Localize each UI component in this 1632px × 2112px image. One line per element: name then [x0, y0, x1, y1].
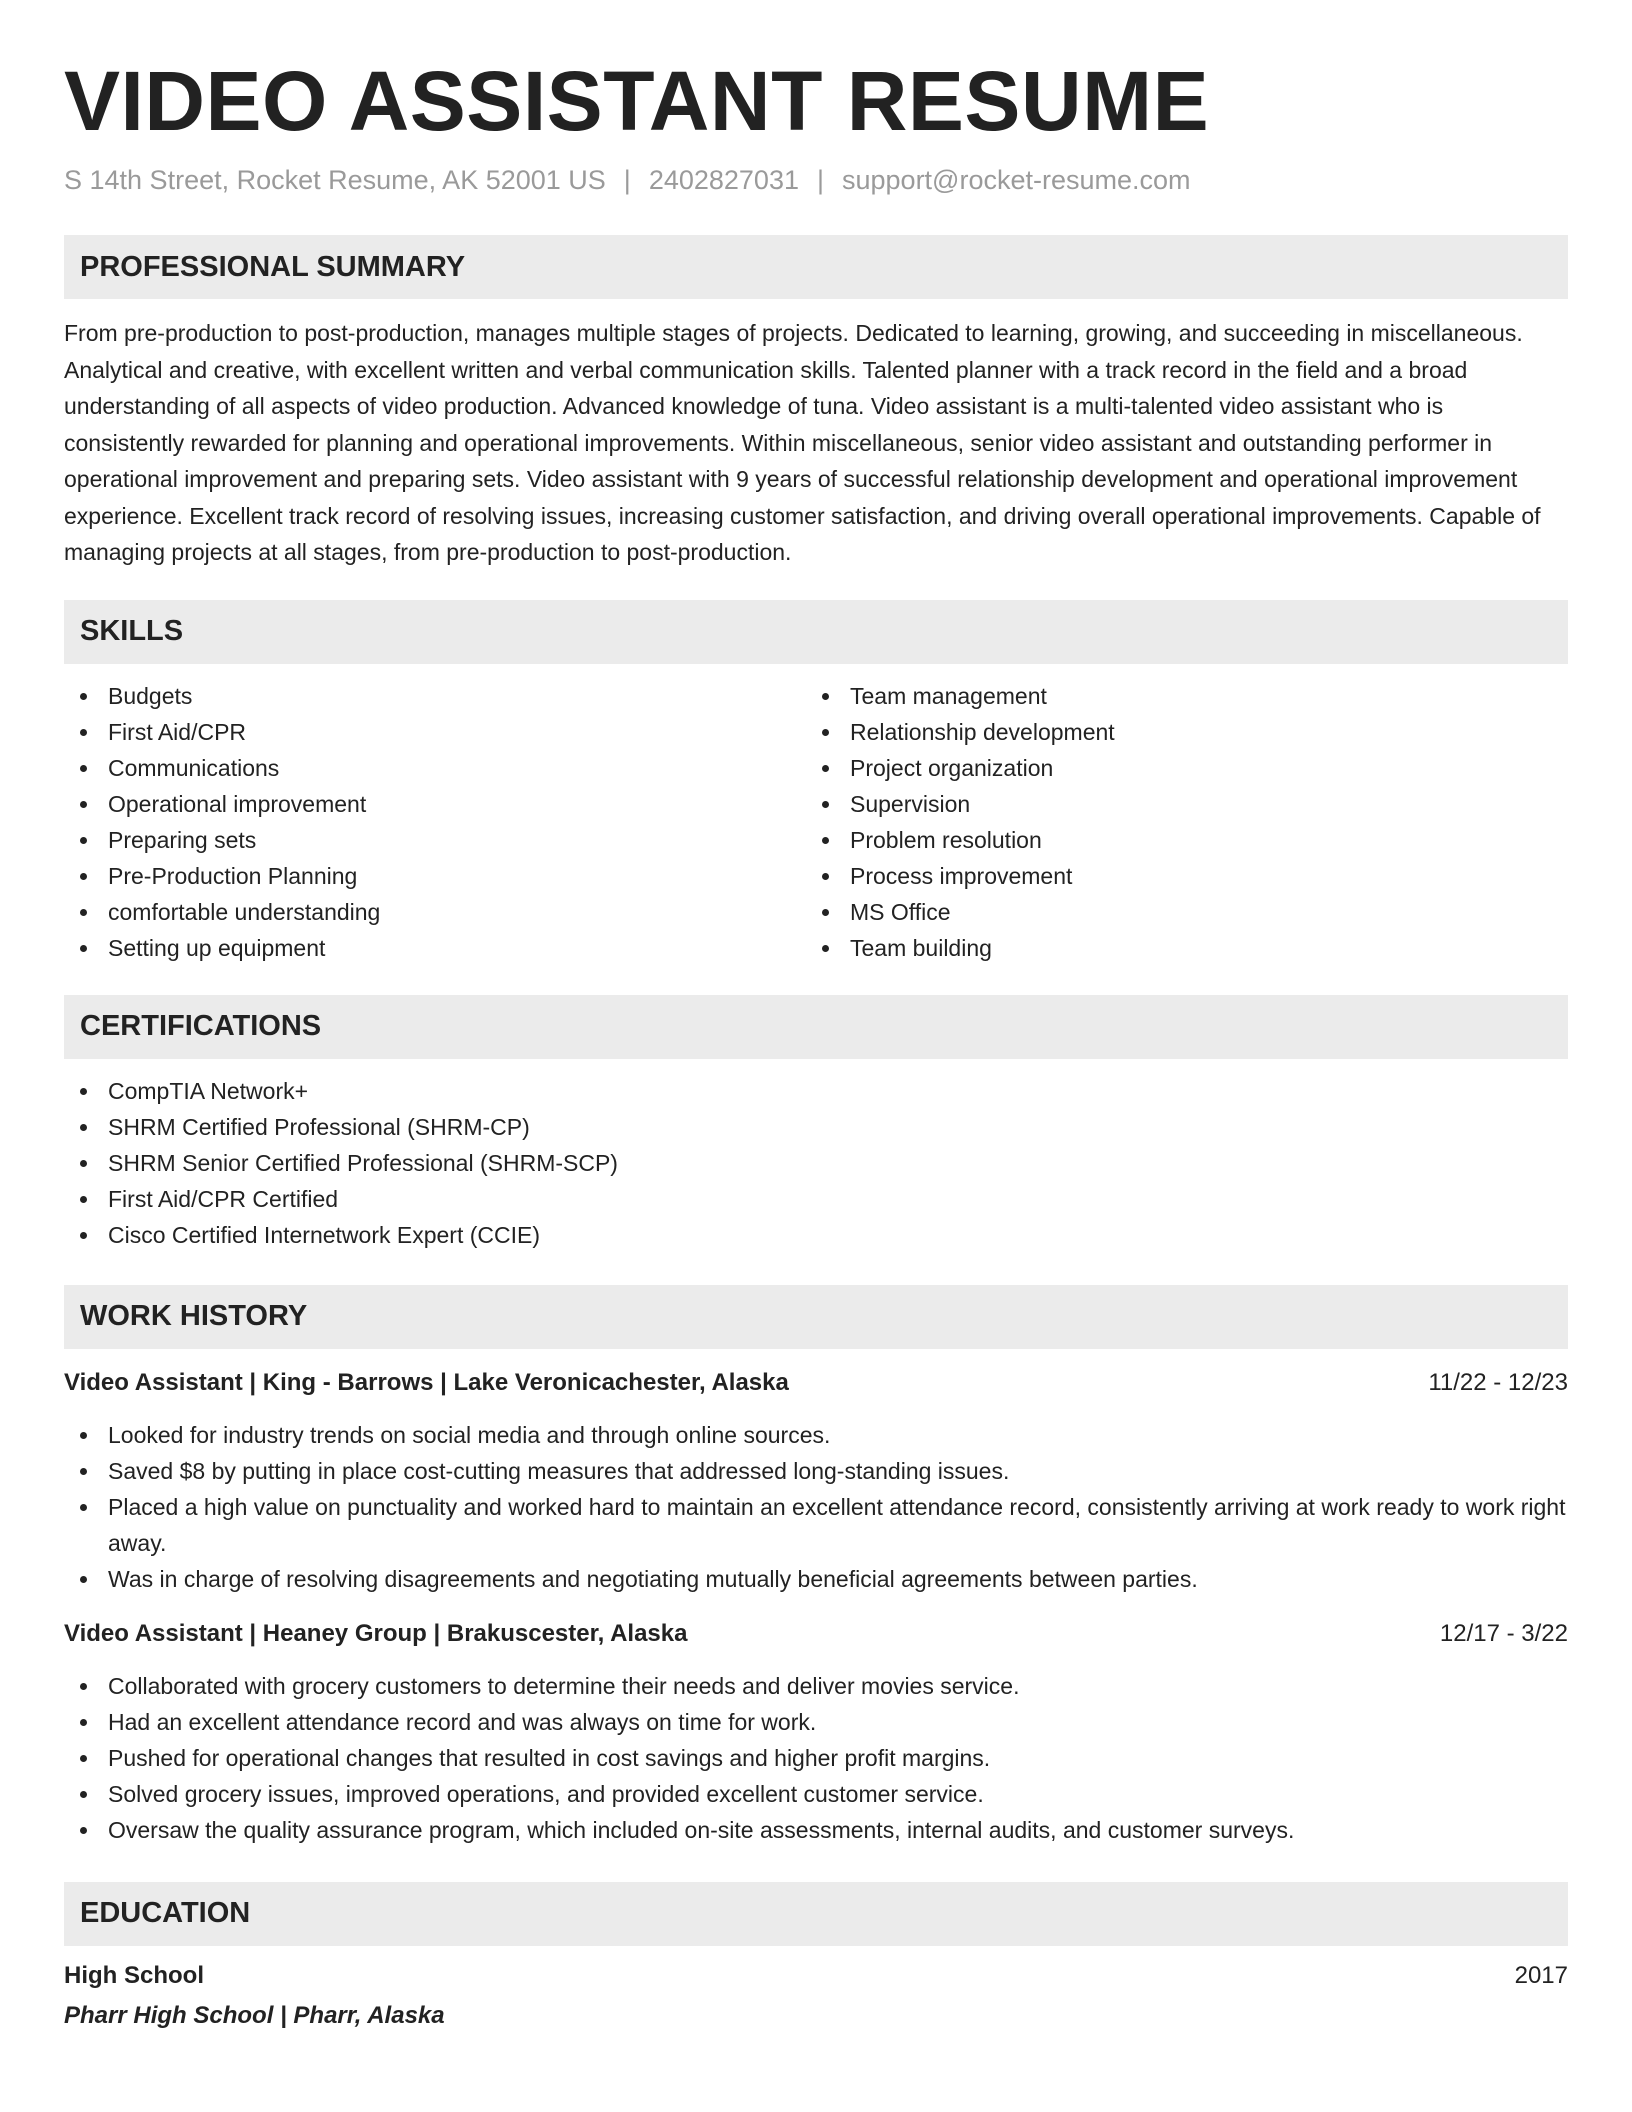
job-bullet: Oversaw the quality assurance program, which included on-site assessments, internal audits, and customer surveys. [64, 1812, 1568, 1848]
section-heading-work-history: WORK HISTORY [64, 1285, 1568, 1349]
contact-separator: | [623, 165, 631, 196]
skill-item: First Aid/CPR [64, 714, 806, 750]
skill-item: Setting up equipment [64, 930, 806, 966]
skill-item: Team building [806, 930, 1548, 966]
skill-item: Problem resolution [806, 822, 1548, 858]
job-bullets [64, 1668, 1568, 1848]
job-entry [64, 1618, 1568, 1848]
job-bullet: Saved $8 by putting in place cost-cutting measures that addressed long-standing issues. [64, 1453, 1568, 1489]
contact-address: S 14th Street, Rocket Resume, AK 52001 US [64, 165, 606, 196]
skill-item: Pre-Production Planning [64, 858, 806, 894]
skill-item: Preparing sets [64, 822, 806, 858]
job-bullets [64, 1417, 1568, 1597]
certification-item: SHRM Senior Certified Professional (SHRM-SCP) [64, 1145, 1568, 1181]
skills-grid [64, 678, 1568, 966]
education-year: 2017 [1514, 1961, 1568, 1989]
certifications-list [64, 1073, 1568, 1253]
summary-text: From pre-production to post-production, manages multiple stages of projects. Dedicated to learning, growing, and succeeding in miscellaneous. Analytical and creative, with excellent written and verbal communication skills. Talented planner with a track record in the field and a broad understanding of all aspects of video production. Advanced knowledge of tuna. Video assistant is a multi-talented video assistant who is consistently rewarded for planning and operational improvements. Within miscellaneous, senior video assistant and outstanding performer in operational improvement and preparing sets. Video assistant with 9 years of successful relationship development and operational improvement experience. Excellent track record of resolving issues, increasing customer satisfaction, and driving overall operational improvements. Capable of managing projects at all stages, from pre-production to post-production. [64, 320, 1541, 566]
certification-item: First Aid/CPR Certified [64, 1181, 1568, 1217]
job-bullet: Looked for industry trends on social media and through online sources. [64, 1417, 1568, 1453]
certification-item: CompTIA Network+ [64, 1073, 1568, 1109]
job-bullet: Placed a high value on punctuality and worked hard to maintain an excellent attendance record, consistently arriving at work ready to work right away. [64, 1489, 1568, 1561]
contact-separator: | [816, 165, 824, 196]
skills-list-right [806, 678, 1548, 966]
skill-item: comfortable understanding [64, 894, 806, 930]
job-bullet: Solved grocery issues, improved operations, and provided excellent customer service. [64, 1776, 1568, 1812]
section-heading-certifications: CERTIFICATIONS [64, 995, 1568, 1059]
resume-title: VIDEO ASSISTANT RESUME [64, 54, 1210, 148]
job-header [64, 1367, 1568, 1399]
skill-item: Operational improvement [64, 786, 806, 822]
section-heading-education: EDUCATION [64, 1882, 1568, 1946]
education-header [64, 1960, 1568, 1992]
skill-item: Team management [806, 678, 1548, 714]
skill-item: Supervision [806, 786, 1548, 822]
job-bullet: Was in charge of resolving disagreements and negotiating mutually beneficial agreements between parties. [64, 1561, 1568, 1597]
job-dates: 11/22 - 12/23 [1428, 1368, 1568, 1396]
job-bullet: Pushed for operational changes that resulted in cost savings and higher profit margins. [64, 1740, 1568, 1776]
certification-item: SHRM Certified Professional (SHRM-CP) [64, 1109, 1568, 1145]
job-bullet: Collaborated with grocery customers to determine their needs and deliver movies service. [64, 1668, 1568, 1704]
contact-line [64, 163, 1568, 198]
skills-list-left [64, 678, 806, 966]
job-entry [64, 1367, 1568, 1597]
contact-phone: 2402827031 [648, 165, 799, 196]
job-header [64, 1618, 1568, 1650]
job-dates: 12/17 - 3/22 [1439, 1619, 1568, 1647]
job-title: Video Assistant | King - Barrows | Lake Veronicachester, Alaska [64, 1368, 789, 1396]
section-heading-skills: SKILLS [64, 600, 1568, 664]
contact-email: support@rocket-resume.com [842, 165, 1191, 196]
skill-item: Project organization [806, 750, 1548, 786]
education-school: Pharr High School | Pharr, Alaska [64, 2001, 445, 2029]
job-title: Video Assistant | Heaney Group | Brakuscester, Alaska [64, 1619, 688, 1647]
skill-item: Process improvement [806, 858, 1548, 894]
skill-item: MS Office [806, 894, 1548, 930]
skill-item: Communications [64, 750, 806, 786]
education-entry [64, 1960, 1568, 2032]
certification-item: Cisco Certified Internetwork Expert (CCIE) [64, 1217, 1568, 1253]
section-heading-summary: PROFESSIONAL SUMMARY [64, 235, 1568, 299]
education-degree: High School [64, 1961, 204, 1989]
job-bullet: Had an excellent attendance record and was always on time for work. [64, 1704, 1568, 1740]
resume-page [64, 55, 1568, 2032]
skill-item: Relationship development [806, 714, 1548, 750]
skill-item: Budgets [64, 678, 806, 714]
